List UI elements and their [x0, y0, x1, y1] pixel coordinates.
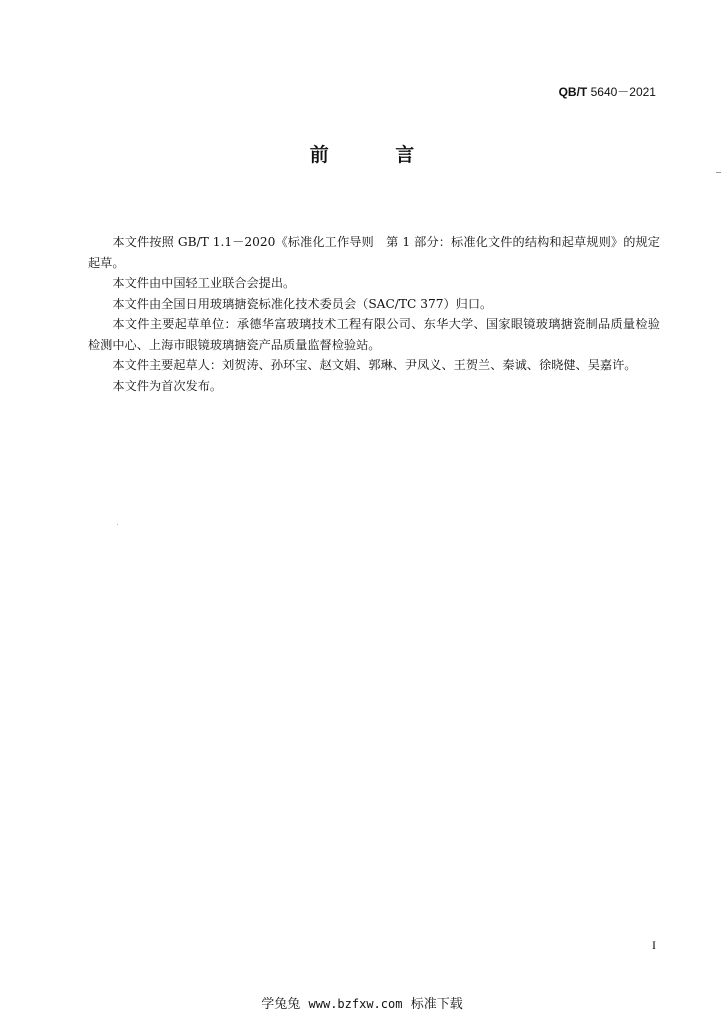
- paragraph-drafting-rules: 本文件按照 GB/T 1.1－2020《标准化工作导则 第 1 部分：标准化文件的结构和起草规则》的规定起草。: [88, 235, 660, 270]
- paragraph-first-release: 本文件为首次发布。: [112, 378, 223, 393]
- footer: [0, 993, 724, 1012]
- standard-code: [559, 83, 656, 100]
- scan-speck: [117, 524, 118, 525]
- paragraph-drafters: 本文件主要起草人：刘贺涛、孙环宝、赵文娟、郭琳、尹凤义、王贺兰、秦诚、徐晓健、吴嘉许。: [112, 358, 637, 372]
- footer-url[interactable]: www.bzfxw.com: [308, 997, 403, 1011]
- paragraph-committee: 本文件由全国日用玻璃搪瓷标准化技术委员会（SAC/TC 377）归口。: [112, 296, 493, 311]
- paragraph-proposer: 本文件由中国轻工业联合会提出。: [112, 276, 296, 290]
- page-number: I: [652, 938, 656, 952]
- footer-tagline: 标准下载: [410, 997, 463, 1012]
- page-title: 前 言: [309, 144, 445, 166]
- standard-prefix: QB/T: [558, 85, 588, 99]
- margin-mark: [716, 172, 721, 173]
- foreword-body: [88, 232, 660, 396]
- paragraph-drafting-units: 本文件主要起草单位：承德华富玻璃技术工程有限公司、东华大学、国家眼镜玻璃搪瓷制品质量检验检测中心、上海市眼镜玻璃搪瓷产品质量监督检验站。: [88, 317, 660, 352]
- standard-number: 5640－2021: [590, 85, 656, 99]
- footer-site-name: 学兔兔: [261, 997, 301, 1012]
